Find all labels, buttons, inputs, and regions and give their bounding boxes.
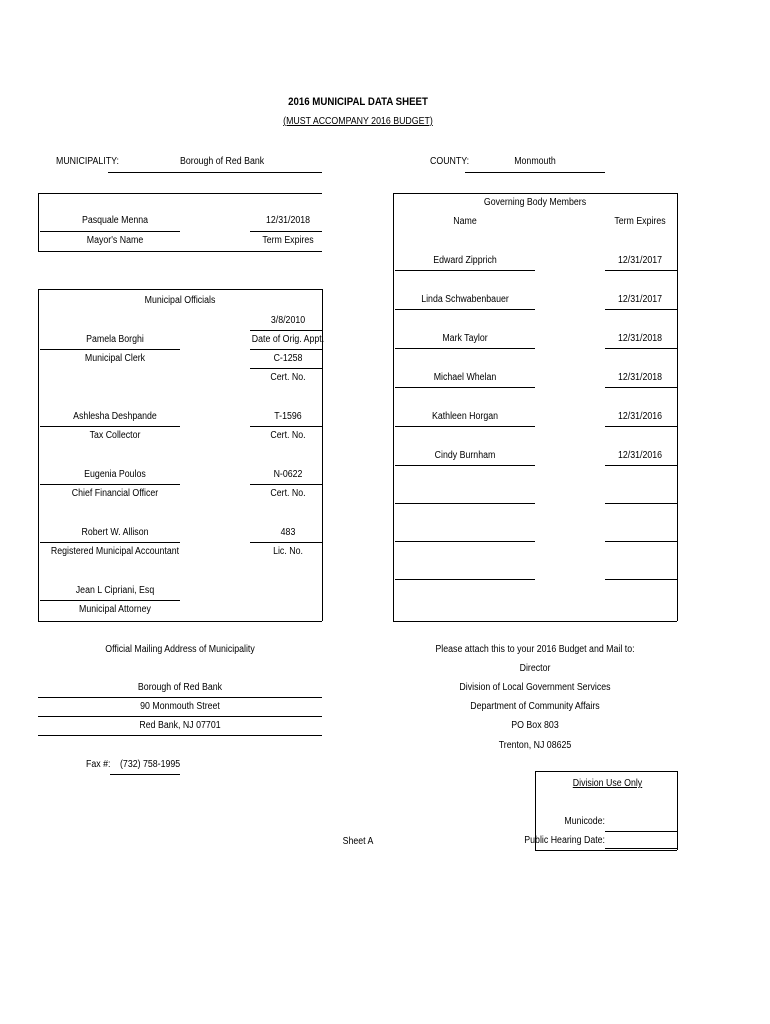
gb-member-term-line (605, 426, 677, 427)
gb-member-name: Edward Zipprich (433, 255, 497, 266)
gb-box-top (393, 193, 677, 194)
mayor-name-line (40, 231, 180, 232)
clerk-appt-date: 3/8/2010 (270, 315, 306, 326)
gb-member-term: 12/31/2016 (617, 450, 663, 461)
gb-empty-name-line (395, 503, 535, 504)
gb-member-name: Cindy Burnham (434, 450, 496, 461)
cfo-cert: N-0622 (273, 469, 303, 480)
mailing-line3: Red Bank, NJ 07701 (139, 720, 221, 731)
gb-empty-term-line (605, 541, 677, 542)
cfo-cert-label: Cert. No. (270, 488, 306, 499)
rma-name-line (40, 542, 180, 543)
gb-member-name: Linda Schwabenbauer (421, 294, 509, 305)
rma-title: Registered Municipal Accountant (50, 546, 180, 557)
gb-member-name: Mark Taylor (442, 333, 488, 344)
gb-empty-term-line (605, 503, 677, 504)
fax-label: Fax #: (86, 759, 111, 770)
fax-underline (110, 774, 180, 775)
gb-term-label: Term Expires (614, 216, 666, 227)
gb-member-term-line (605, 387, 677, 388)
gb-member-term-line (605, 270, 677, 271)
page-subtitle: (MUST ACCOMPANY 2016 BUDGET) (283, 116, 433, 127)
mayor-term-label: Term Expires (262, 235, 314, 246)
gb-member-name-line (395, 270, 535, 271)
fax-value: (732) 758-1995 (120, 759, 181, 770)
page-title: 2016 MUNICIPAL DATA SHEET (288, 96, 428, 108)
rma-lic-label: Lic. No. (273, 546, 303, 557)
mayor-name: Pasquale Menna (81, 215, 149, 226)
gb-member-name: Kathleen Horgan (431, 411, 499, 422)
gb-member-term-line (605, 465, 677, 466)
mayor-box-top (38, 193, 322, 194)
tax-collector-cert-label: Cert. No. (270, 430, 306, 441)
attach-line3: Division of Local Government Services (459, 682, 611, 693)
officials-box-left (38, 289, 39, 621)
rma-name: Robert W. Allison (81, 527, 149, 538)
gb-member-name-line (395, 426, 535, 427)
gb-member-name-line (395, 309, 535, 310)
officials-heading: Municipal Officials (144, 295, 216, 306)
county-value: Monmouth (514, 156, 556, 167)
gb-member-term-line (605, 348, 677, 349)
gb-heading: Governing Body Members (483, 197, 587, 208)
sheet-label: Sheet A (342, 836, 374, 847)
mayor-term-line (250, 231, 322, 232)
mayor-box-left (38, 193, 39, 251)
rma-lic-line (250, 542, 322, 543)
cfo-cert-line (250, 484, 322, 485)
mayor-name-label: Mayor's Name (86, 235, 144, 246)
attach-line6: Trenton, NJ 08625 (498, 740, 572, 751)
hearing-date-label: Public Hearing Date: (524, 835, 605, 846)
attach-line2: Director (519, 663, 551, 674)
clerk-cert-line (250, 368, 322, 369)
cfo-title: Chief Financial Officer (71, 488, 159, 499)
gb-member-name-line (395, 348, 535, 349)
attorney-title: Municipal Attorney (79, 604, 151, 615)
gb-empty-name-line (395, 579, 535, 580)
gb-name-label: Name (453, 216, 477, 227)
tax-collector-name-line (40, 426, 180, 427)
gb-empty-name-line (395, 541, 535, 542)
county-underline (465, 172, 605, 173)
gb-box-left (393, 193, 394, 621)
tax-collector-title: Tax Collector (89, 430, 141, 441)
clerk-cert: C-1258 (273, 353, 303, 364)
gb-member-term: 12/31/2017 (617, 294, 663, 305)
gb-member-name-line (395, 387, 535, 388)
gb-member-term-line (605, 309, 677, 310)
mayor-box-bottom (38, 251, 322, 252)
tax-collector-cert: T-1596 (274, 411, 302, 422)
clerk-cert-label: Cert. No. (270, 372, 306, 383)
division-box-right (677, 771, 678, 850)
gb-member-term: 12/31/2018 (617, 333, 663, 344)
hearing-date-field (605, 848, 677, 849)
mailing-line1: Borough of Red Bank (137, 682, 223, 693)
officials-box-bottom (38, 621, 322, 622)
gb-member-name-line (395, 465, 535, 466)
attach-line4: Department of Community Affairs (470, 701, 600, 712)
gb-member-term: 12/31/2018 (617, 372, 663, 383)
division-box-top (535, 771, 677, 772)
mailing-heading: Official Mailing Address of Municipality (105, 644, 255, 655)
tax-collector-name: Ashlesha Deshpande (73, 411, 157, 422)
municode-label: Municode: (564, 816, 605, 827)
mailing-line-bottom (38, 735, 322, 736)
clerk-name: Pamela Borghi (86, 334, 144, 345)
rma-lic: 483 (280, 527, 296, 538)
municipality-value: Borough of Red Bank (180, 156, 265, 167)
municipality-label: MUNICIPALITY: (56, 156, 119, 167)
clerk-appt-line (250, 330, 322, 331)
municode-field (605, 831, 677, 832)
officials-box-top (38, 289, 322, 290)
mailing-line2: 90 Monmouth Street (140, 701, 220, 712)
municipality-underline (108, 172, 322, 173)
clerk-title: Municipal Clerk (84, 353, 146, 364)
clerk-appt-label: Date of Orig. Appt. (251, 334, 325, 345)
mailing-line-mid (38, 716, 322, 717)
tax-collector-cert-line (250, 426, 322, 427)
gb-member-term: 12/31/2017 (617, 255, 663, 266)
clerk-appt-label-line (250, 349, 322, 350)
attorney-name-line (40, 600, 180, 601)
gb-box-bottom (393, 621, 677, 622)
cfo-name-line (40, 484, 180, 485)
mayor-term: 12/31/2018 (265, 215, 311, 226)
attorney-name: Jean L Cipriani, Esq (75, 585, 155, 596)
gb-empty-term-line (605, 579, 677, 580)
attach-line1: Please attach this to your 2016 Budget and Mail to: (435, 644, 635, 655)
mailing-line-top (38, 697, 322, 698)
county-label: COUNTY: (430, 156, 470, 167)
gb-member-term: 12/31/2016 (617, 411, 663, 422)
cfo-name: Eugenia Poulos (84, 469, 146, 480)
division-box-bottom (535, 850, 677, 851)
clerk-name-line (40, 349, 180, 350)
division-heading: Division Use Only (572, 778, 643, 789)
attach-line5: PO Box 803 (511, 720, 559, 731)
gb-member-name: Michael Whelan (433, 372, 497, 383)
